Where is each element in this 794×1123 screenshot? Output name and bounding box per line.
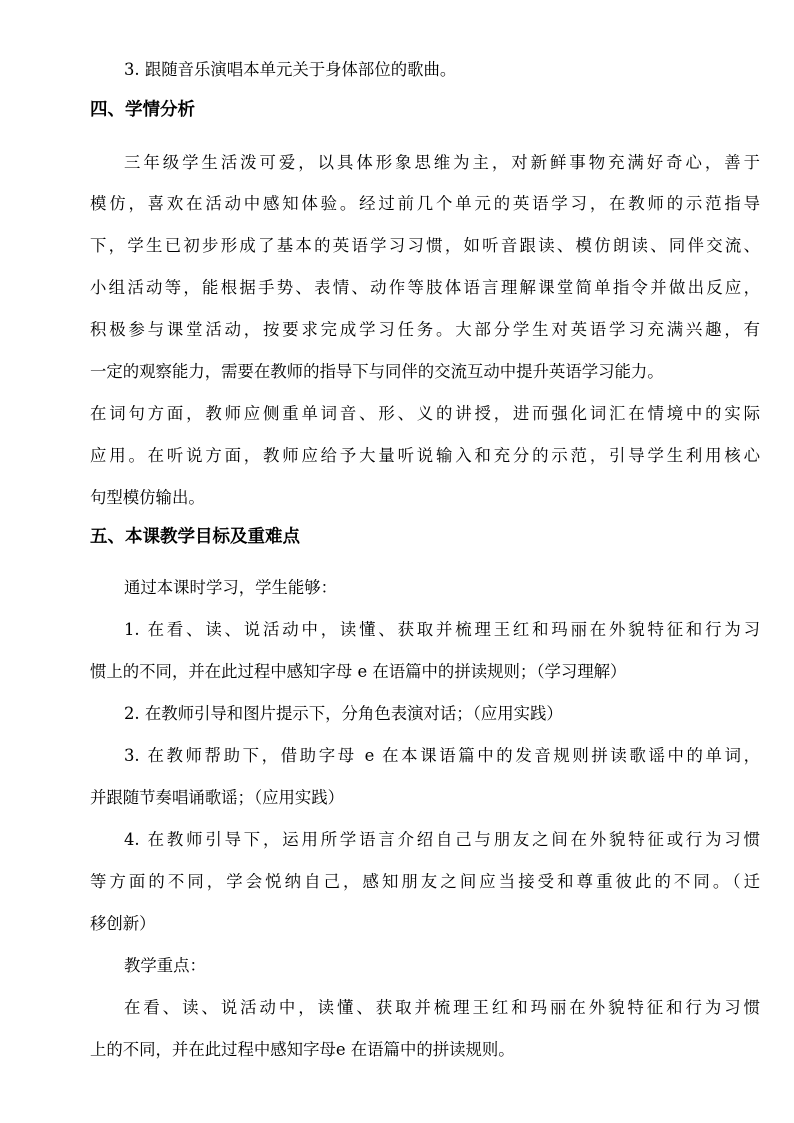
objective-3-line: 3. 在教师帮助下，借助字母 e 在本课语篇中的发音规则拼读歌谣中的单词，: [124, 746, 760, 765]
paragraph-line: 下，学生已初步形成了基本的英语学习习惯，如听音跟读、模仿朗读、同伴交流、: [90, 236, 760, 255]
objective-4-line: 等方面的不同，学会悦纳自己，感知朋友之间应当接受和尊重彼此的不同。（迁: [90, 872, 760, 891]
paragraph-line: 在词句方面，教师应侧重单词音、形、义的讲授，进而强化词汇在情境中的实际: [90, 404, 760, 423]
paragraph-line: 一定的观察能力，需要在教师的指导下与同伴的交流互动中提升英语学习能力。: [90, 362, 664, 381]
objectives-intro: 通过本课时学习，学生能够：: [124, 578, 338, 597]
key-points-line: 上的不同，并在此过程中感知字母e 在语篇中的拼读规则。: [90, 1040, 515, 1059]
paragraph-line: 小组活动等，能根据手势、表情、动作等肢体语言理解课堂简单指令并做出反应，: [90, 278, 760, 297]
paragraph-line: 句型模仿输出。: [90, 488, 205, 507]
song-item-3: 3. 跟随音乐演唱本单元关于身体部位的歌曲。: [124, 60, 457, 79]
objective-3-line: 并跟随节奏唱诵歌谣；（应用实践）: [90, 788, 345, 807]
objective-2: 2. 在教师引导和图片提示下，分角色表演对话；（应用实践）: [124, 704, 563, 723]
section-heading-learner-analysis: 四、学情分析: [90, 100, 195, 120]
objective-1-line: 惯上的不同，并在此过程中感知字母 e 在语篇中的拼读规则；（学习理解）: [90, 662, 627, 681]
section-heading-objectives: 五、本课教学目标及重难点: [90, 527, 300, 547]
paragraph-line: 三年级学生活泼可爱，以具体形象思维为主，对新鲜事物充满好奇心，善于: [124, 153, 760, 172]
key-points-line: 在看、读、说活动中，读懂、获取并梳理王红和玛丽在外貌特征和行为习惯: [124, 998, 760, 1017]
key-points-label: 教学重点：: [124, 956, 206, 975]
objective-1-line: 1. 在看、读、说活动中，读懂、获取并梳理王红和玛丽在外貌特征和行为习: [124, 620, 760, 639]
paragraph-line: 模仿，喜欢在活动中感知体验。经过前几个单元的英语学习，在教师的示范指导: [90, 194, 760, 213]
objective-4-line: 移创新）: [90, 914, 156, 933]
objective-4-line: 4. 在教师引导下，运用所学语言介绍自己与朋友之间在外貌特征或行为习惯: [124, 830, 760, 849]
paragraph-line: 应用。在听说方面，教师应给予大量听说输入和充分的示范，引导学生利用核心: [90, 446, 760, 465]
paragraph-line: 积极参与课堂活动，按要求完成学习任务。大部分学生对英语学习充满兴趣，有: [90, 320, 760, 339]
